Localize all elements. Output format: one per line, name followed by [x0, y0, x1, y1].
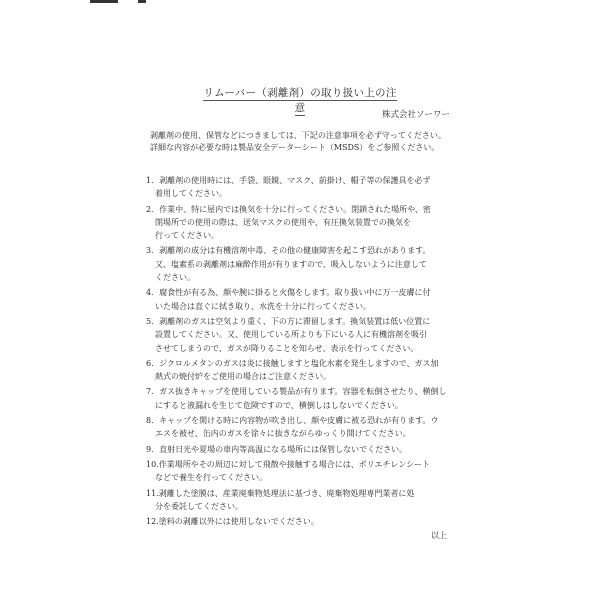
list-item-line: 又、塩素系の剥離剤は麻酔作用が有りますので、吸入しないように注意して — [155, 259, 427, 269]
list-item-line: ください。 — [155, 273, 195, 283]
list-item — [146, 443, 456, 456]
list-item — [146, 286, 456, 313]
list-item-line: 8．キャップを開ける時に内容物が吹き出し、顔や皮膚に被る恐れが有ります。ウ — [146, 416, 439, 426]
list-item-line: 1．剥離剤の使用時には、手袋、眼鏡、マスク、前掛け、帽子等の保護具を必ず — [146, 176, 431, 185]
list-item-line: 着用してください。 — [155, 189, 227, 199]
list-item-line: 6．ジクロルメタンのガスは炎に接触しますと塩化水素を発生しますので、ガス加 — [146, 358, 439, 368]
list-item-line: 行ってください。 — [155, 231, 219, 241]
intro-line: 詳細な内容が必要な時は製品安全データーシート（MSDS）をご参照ください。 — [150, 143, 440, 152]
list-item-line: エスを被せ、缶内のガスを徐々に抜きながらゆっくり開けてください。 — [155, 429, 411, 439]
list-item-line: 分を委託してください。 — [155, 501, 243, 511]
intro-line: 剥離剤の使用、保管などにつきましては、下記の注意事項を必ず守ってください。 — [150, 131, 446, 140]
list-item-line: させてしまうので、ガスが降りることを知らせ、表示を行ってください。 — [155, 343, 419, 353]
list-item-line: 5．剥離剤のガスは空気より重く、下の方に滞留します。換気装置は低い位置に — [146, 316, 431, 326]
list-item-line: 4．腐食性が有る為、顔や腕に掛ると火傷をします。取り扱い中に万一皮膚に付 — [146, 288, 431, 298]
scan-artifact-mark — [138, 0, 146, 3]
list-item — [146, 315, 456, 355]
list-item — [146, 487, 456, 514]
list-item-line: 2．作業中、特に屋内では換気を十分に行ってください。閉鎖された場所や、密 — [146, 204, 431, 214]
list-item — [146, 174, 456, 201]
list-item — [146, 244, 456, 284]
list-item-line: 熱式の焼付炉をご使用の場合はご注意ください。 — [155, 372, 331, 382]
company-name: 株式会社ソーワー — [381, 110, 450, 120]
end-mark: 以上 — [431, 531, 447, 540]
list-item — [146, 515, 456, 528]
list-item-line: 9．直射日光や夏場の車内等高温になる場所には保管しないでください。 — [146, 444, 408, 454]
document-title-text: リムーバー（剥離剤）の取り扱い上の注意 — [203, 87, 397, 114]
list-item-line: いた場合は直ぐに拭き取り、水洗を十分に行ってください。 — [155, 301, 371, 311]
list-item — [146, 357, 456, 384]
scan-artifact-mark — [90, 0, 118, 3]
list-item — [146, 385, 456, 412]
list-item-line: 閉場所での使用の際は、送気マスクの使用や、有圧換気装置での換気を — [155, 217, 411, 227]
list-item — [146, 458, 456, 485]
list-item-line: 10.作業場所やその周辺に対して飛散や接触する場合には、ポリエチレンシート — [146, 459, 430, 469]
list-item-line: 設置してください。又、使用している所よりも下にいる人に有機溶剤を吸引 — [155, 330, 427, 340]
list-item — [146, 414, 456, 441]
list-item-line: 7．ガス抜きキャップを使用している製品が有ります。容器を転倒させたり、横倒し — [146, 387, 447, 397]
list-item-line: などで養生を行ってください。 — [155, 473, 267, 483]
list-item-line: 12.塗料の剥離以外には使用しないでください。 — [146, 517, 319, 527]
list-item-line: にすると液漏れを生じて危険ですので、横倒しはしないでください。 — [155, 400, 403, 410]
list-item — [146, 203, 456, 243]
intro-paragraph — [150, 130, 450, 154]
precaution-list — [146, 174, 456, 530]
list-item-line: 3．剥離剤の成分は有機溶剤中毒、その他の健康障害を起こす恐れがあります。 — [146, 246, 431, 256]
list-item-line: 11.剥離した塗膜は、産業廃棄物処理法に基づき、廃棄物処理専門業者に処 — [146, 488, 415, 498]
